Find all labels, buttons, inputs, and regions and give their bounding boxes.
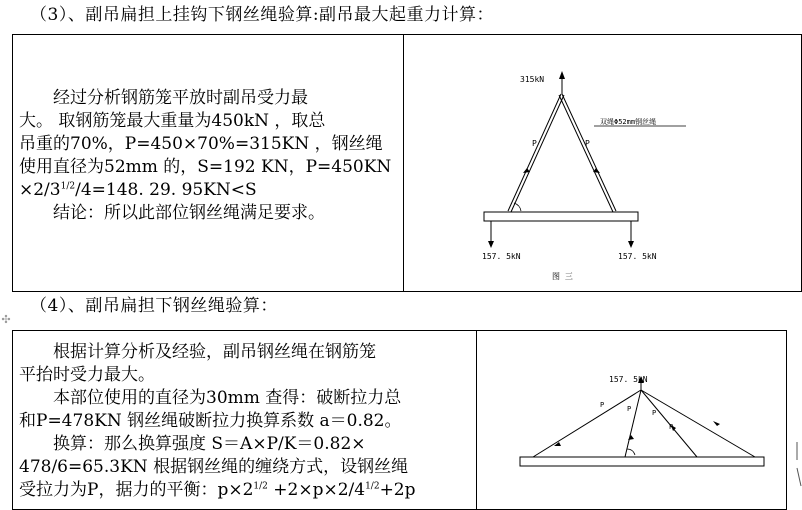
section4-heading: （4）、副吊扁担下钢丝绳验算：: [30, 296, 278, 316]
text-line: 吊重的70%，P=450×70%=315KN ，钢丝绳: [19, 134, 383, 154]
section3-text-cell: [19, 87, 391, 225]
section4-figure: [477, 331, 787, 501]
text-line: 根据计算分析及经验，副吊钢丝绳在钢筋笼: [53, 342, 376, 362]
text-line: 大。 取钢筋笼最大重量为450kN ，取总: [19, 111, 326, 131]
figure3-top-load: 315kN: [520, 75, 545, 84]
figure4-p3: P: [652, 409, 657, 417]
figure4-top-load: 157. 5kN: [609, 375, 648, 384]
section4-table: [12, 330, 787, 510]
text-line: 平抬时受力最大。: [19, 365, 155, 385]
figure4-p4: P: [669, 423, 674, 431]
section3-table: [12, 34, 802, 292]
figure3-rope-label: 双绳Φ52mm钢丝绳: [600, 118, 657, 126]
figure3-p-left: P: [532, 139, 537, 148]
section3-heading: （3）、副吊扁担上挂钩下钢丝绳验算:副吊最大起重力计算：: [30, 5, 495, 25]
section4-text-cell: [19, 341, 416, 502]
figure3-p-right: P: [585, 139, 590, 148]
text-line: 和P=478KN 钢丝绳破断拉力换算系数 a＝0.82。: [19, 411, 402, 431]
figure3-load-right: 157. 5kN: [618, 252, 657, 261]
figure4-p1: P: [600, 401, 605, 409]
text-line: 经过分析钢筋笼平放时副吊受力最: [53, 88, 308, 108]
section3-figure: [404, 35, 801, 291]
text-line: $\times 2/3^{1/2}/4=148$. 29. 95KN<S: [19, 180, 257, 200]
text-line: 本部位使用的直径为30mm 查得：破断拉力总: [53, 388, 402, 408]
figure3-caption: 图 三: [552, 272, 573, 281]
figure3-load-left: 157. 5kN: [482, 252, 521, 261]
text-line: 换算：那么换算强度 S＝A×P/K＝0.82×: [53, 434, 366, 454]
right-edge-mark: [795, 440, 802, 498]
figure4-p2: P: [627, 405, 632, 413]
text-line: 结论：所以此部位钢丝绳满足要求。: [53, 203, 325, 223]
table-move-handle-icon[interactable]: ✣: [1, 313, 11, 326]
text-line: 478/6=65.3KN 根据钢丝绳的缠绕方式，设钢丝绳: [19, 457, 409, 477]
text-line: 受拉力为P，据力的平衡：$p\times 2^{1/2} +2\times p\times 2/4^{1/2}+2p$: [19, 480, 416, 500]
text-line: 使用直径为52mm 的，S=192 KN，P=450KN: [19, 157, 392, 177]
